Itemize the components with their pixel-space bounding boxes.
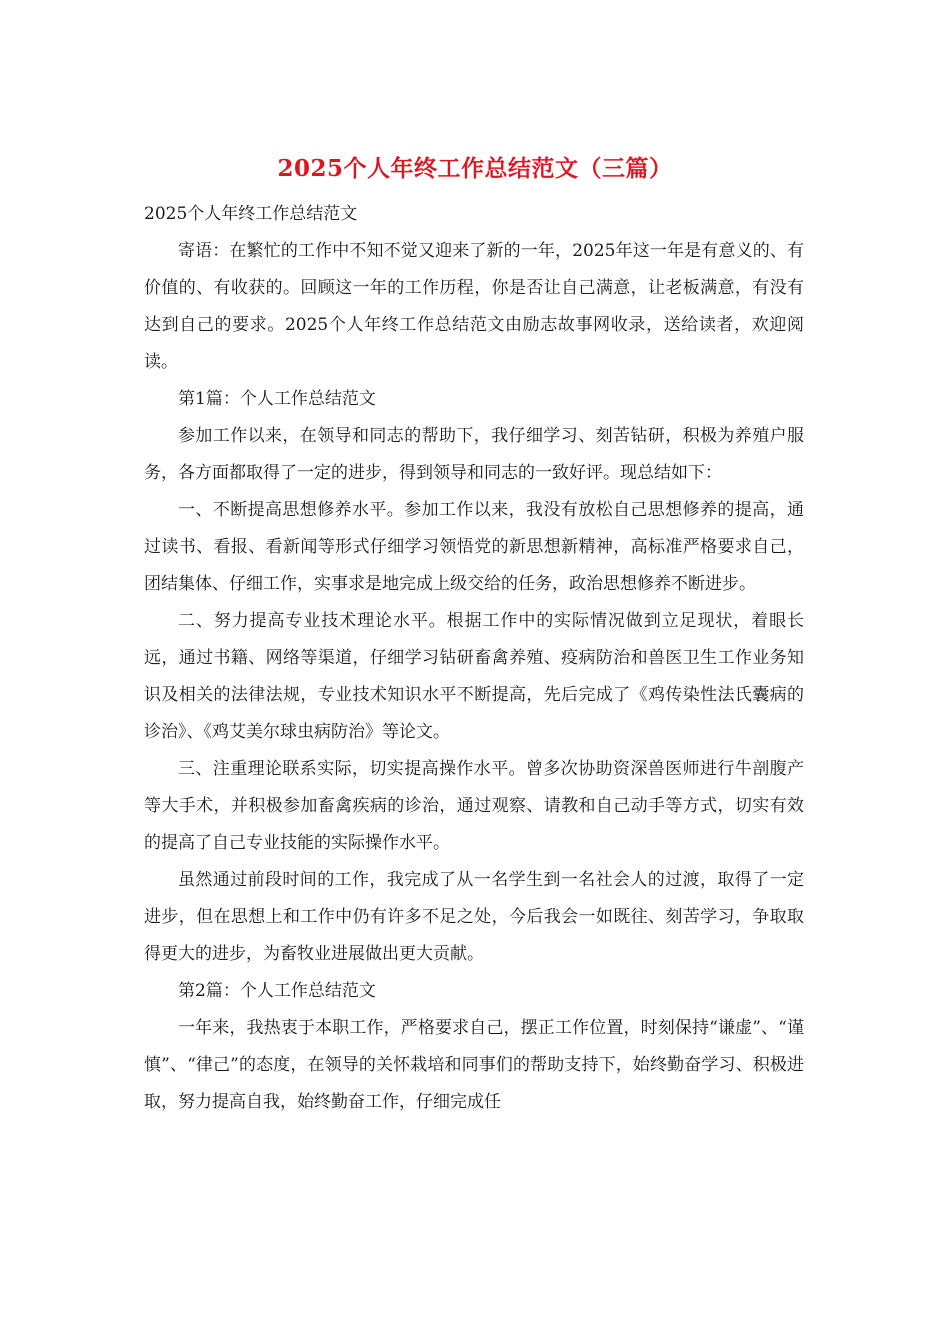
paragraph: 虽然通过前段时间的工作，我完成了从一名学生到一名社会人的过渡，取得了一定进步，但在思想上和工作中仍有许多不足之处，今后我会一如既往、刻苦学习，争取取得更大的进步，为畜牧业进展做出更大贡献。 — [144, 870, 804, 964]
document-body — [144, 196, 804, 1121]
paragraph: 参加工作以来，在领导和同志的帮助下，我仔细学习、刻苦钻研，积极为养殖户服务，各方面都取得了一定的进步，得到领导和同志的一致好评。现总结如下： — [144, 426, 804, 483]
paragraph: 三、注重理论联系实际，切实提高操作水平。曾多次协助资深兽医师进行牛剖腹产等大手术，并积极参加畜禽疾病的诊治，通过观察、请教和自己动手等方式，切实有效的提高了自己专业技能的实际操作水平。 — [144, 759, 804, 853]
document-title: 2025个人年终工作总结范文（三篇） — [277, 155, 673, 182]
section-heading-2: 第2篇：个人工作总结范文 — [178, 981, 376, 1001]
paragraph: 一、不断提高思想修养水平。参加工作以来，我没有放松自己思想修养的提高，通过读书、看报、看新闻等形式仔细学习领悟党的新思想新精神，高标准严格要求自己，团结集体、仔细工作，实事求是地完成上级交给的任务，政治思想修养不断进步。 — [144, 500, 804, 594]
paragraph: 一年来，我热衷于本职工作，严格要求自己，摆正工作位置，时刻保持“谦虚”、“谨慎”、“律己”的态度，在领导的关怀栽培和同事们的帮助支持下，始终勤奋学习、积极进取，努力提高自我，始终勤奋工作，仔细完成任 — [144, 1018, 804, 1112]
document-subtitle: 2025个人年终工作总结范文 — [144, 204, 358, 224]
section-heading-1: 第1篇：个人工作总结范文 — [178, 389, 376, 409]
paragraph-intro: 寄语：在繁忙的工作中不知不觉又迎来了新的一年，2025年这一年是有意义的、有价值的、有收获的。回顾这一年的工作历程，你是否让自己满意，让老板满意，有没有达到自己的要求。2025个人年终工作总结范文由励志故事网收录，送给读者，欢迎阅读。 — [144, 241, 804, 372]
paragraph: 二、努力提高专业技术理论水平。根据工作中的实际情况做到立足现状，着眼长远，通过书籍、网络等渠道，仔细学习钻研畜禽养殖、疫病防治和兽医卫生工作业务知识及相关的法律法规，专业技术知识水平不断提高，先后完成了《鸡传染性法氏囊病的诊治》、《鸡艾美尔球虫病防治》等论文。 — [144, 611, 804, 742]
